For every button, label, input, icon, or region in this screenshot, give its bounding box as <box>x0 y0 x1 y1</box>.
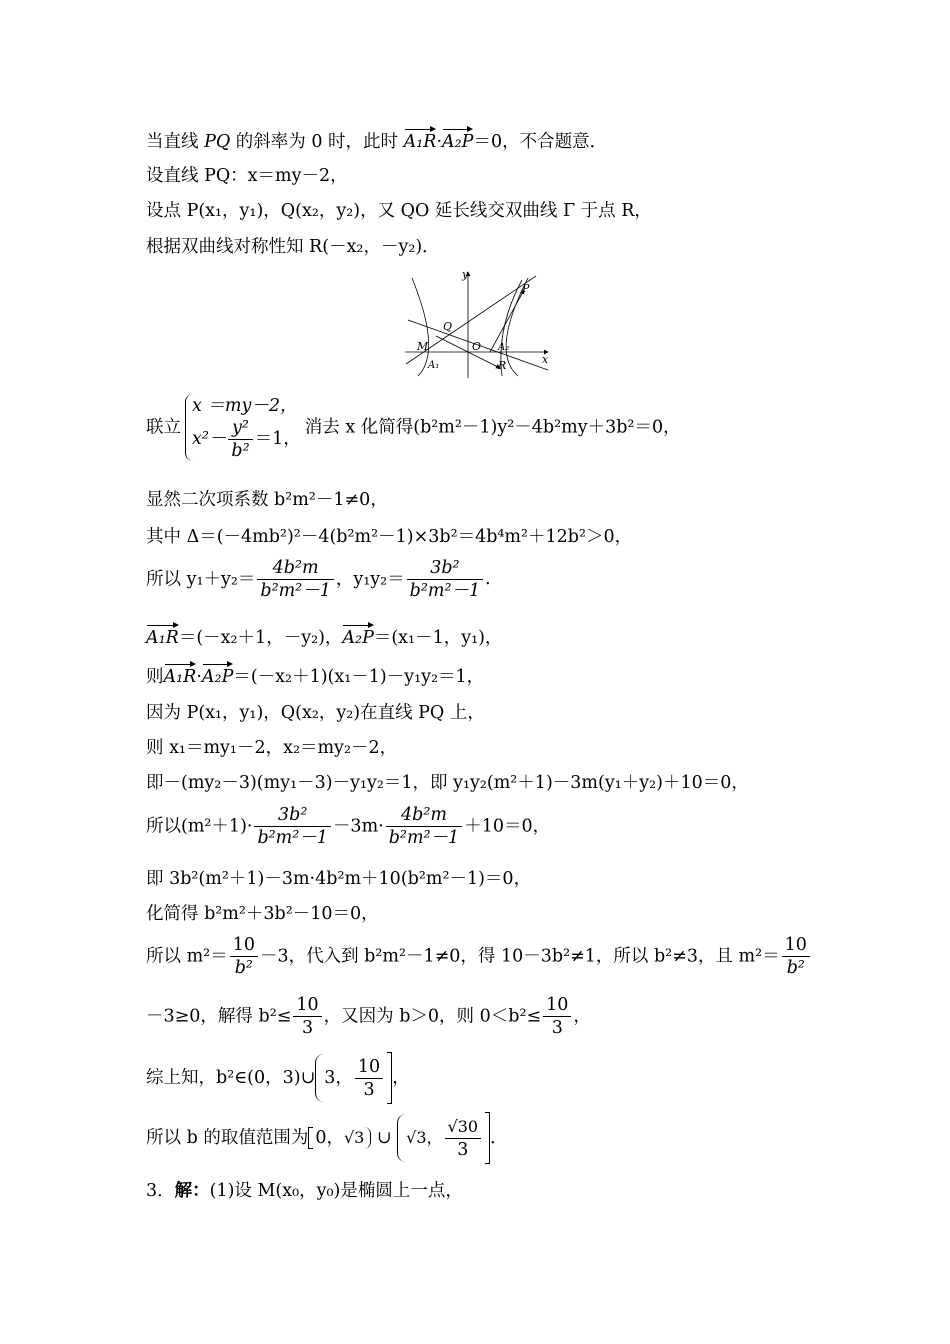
line-19: 综上知，b²∈(0，3)∪ 3， $\frac{10}{3}$ ， <box>146 1052 410 1104</box>
line-2: 设直线 PQ：x＝my－2， <box>146 166 348 186</box>
svg-text:O: O <box>472 340 482 353</box>
line-1: 当直线 PQ 的斜率为 0 时，此时 A₁R·A₂P＝0，不合题意． <box>146 127 607 153</box>
line-20: 所以 b 的取值范围为 0，√3 ∪ √3， $\frac{√30}{3}$ ． <box>146 1112 508 1164</box>
line-4: 根据双曲线对称性知 R(－x₂，－y₂)． <box>146 237 440 257</box>
line-16: 化简得 b²m²＋3b²－10＝0， <box>146 904 379 924</box>
line-13: 即－(my₂－3)(my₁－3)－y₁y₂＝1，即 y₁y₂(m²＋1)－3m(y₁＋y₂)＋10＝0， <box>146 773 749 793</box>
line-17: 所以 m²＝ $\frac{10}{\text{b²}}$ －3，代入到 b²m²－1≠0，得 10－3b²≠1，所以 b²≠3，且 m²＝ $\frac{10}{\text{b²}}$ <box>146 935 812 978</box>
line-7: 其中 Δ＝(－4mb²)²－4(b²m²－1)×3b²＝4b⁴m²＋12b²＞0， <box>146 527 633 547</box>
svg-text:y: y <box>462 268 469 281</box>
line-15: 即 3b²(m²＋1)－3m·4b²m＋10(b²m²－1)＝0， <box>146 869 532 889</box>
svg-text:A₁: A₁ <box>428 360 440 371</box>
line-14: 所以(m²＋1)· $\frac{\text{3b²}}{\text{b²m²－1}}$ －3m· $\frac{\text{4b²m}}{\text{b²m²－1}}$ ＋10＝0， <box>146 805 551 848</box>
line-12: 则 x₁＝my₁－2，x₂＝my₂－2， <box>146 738 398 758</box>
vector-a1r: A₁R <box>404 127 437 153</box>
svg-text:R: R <box>498 359 507 372</box>
svg-text:P: P <box>522 282 530 295</box>
hyperbola-figure <box>400 268 555 380</box>
hyperbola-left-branch <box>412 278 429 376</box>
line-8: 所以 y₁＋y₂＝ $\frac{\text{4b²m}}{\text{b²m²－1}}$ ，y₁y₂＝ $\frac{\text{3b²}}{\text{b²m²－1}}$ ． <box>146 558 503 601</box>
line-21: 3．解：(1)设 M(x₀，y₀)是椭圆上一点， <box>146 1181 463 1201</box>
line-3: 设点 P(x₁，y₁)，Q(x₂，y₂)，又 QO 延长线交双曲线 Γ 于点 R， <box>146 201 652 221</box>
line-9: A₁R＝(－x₂＋1，－y₂)，A₂P＝(x₁－1，y₁)， <box>146 623 502 649</box>
line-6: 显然二次项系数 b²m²－1≠0， <box>146 490 388 510</box>
svg-text:M: M <box>417 340 429 353</box>
svg-text:Q: Q <box>443 320 453 333</box>
line-11: 因为 P(x₁，y₁)，Q(x₂，y₂)在直线 PQ 上， <box>146 703 485 723</box>
line-system: 联立 x ＝my－2， x²－ $\frac{\text{y²}}{\text{b²}}$ ＝1， 消去 x 化简得(b²m²－1)y²－4b²my＋3b²＝0， <box>146 396 681 461</box>
svg-text:x: x <box>542 353 549 366</box>
line-18: －3≥0，解得 b²≤ $\frac{10}{3}$ ，又因为 b＞0，则 0＜b²≤ $\frac{10}{3}$ ， <box>146 995 591 1038</box>
svg-text:A₂: A₂ <box>498 342 510 353</box>
line-10: 则A₁R·A₂P＝(－x₂＋1)(x₁－1)－y₁y₂＝1， <box>146 662 484 688</box>
vector-a2p: A₂P <box>442 127 473 153</box>
